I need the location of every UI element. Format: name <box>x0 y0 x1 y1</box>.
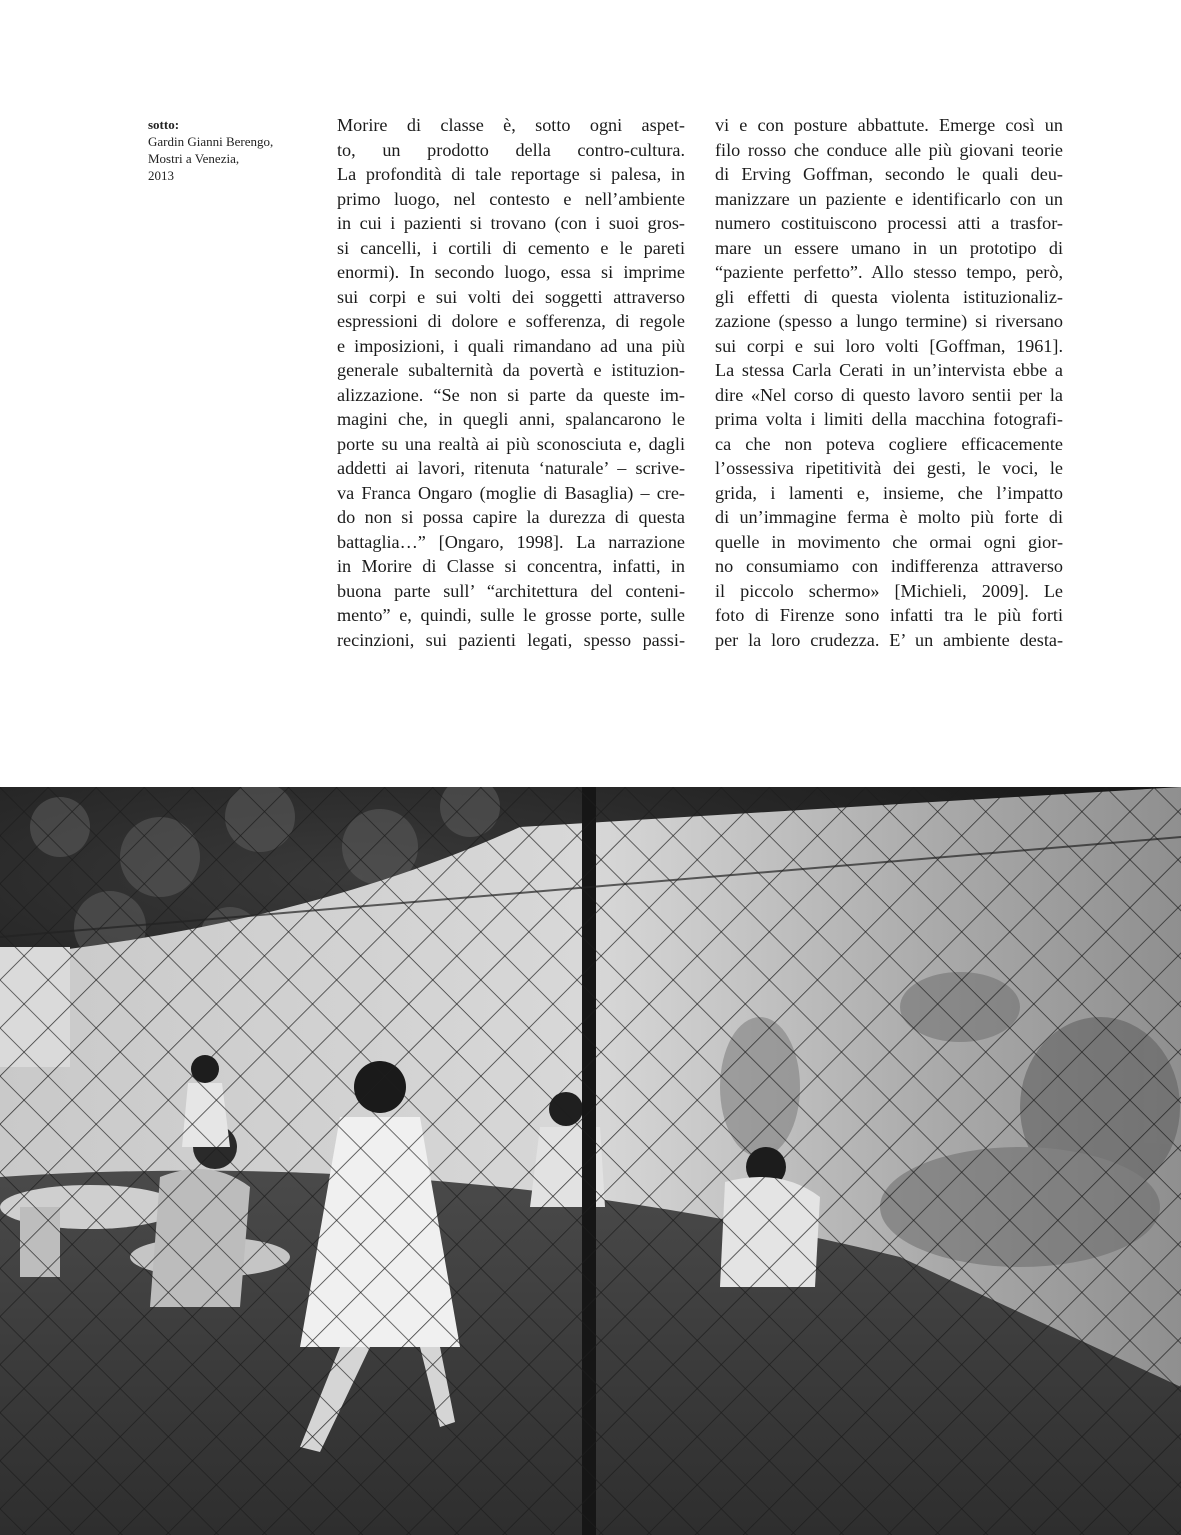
body-text-column-left <box>337 113 685 652</box>
text-line: no consumiamo con indifferenza attraverso <box>715 556 1063 576</box>
text-line: addetti ai lavori, ritenuta ‘naturale’ – scrive- <box>337 458 685 478</box>
body-text-column-right <box>715 113 1063 652</box>
text-line: do non si possa capire la durezza di questa <box>337 507 685 527</box>
text-line: buona parte sull’ “architettura del conteni- <box>337 580 685 601</box>
text-line: sui corpi e sui volti dei soggetti attraverso <box>337 286 685 307</box>
text-line: La stessa Carla Cerati in un’intervista ebbe a <box>715 360 1063 380</box>
text-line: enormi). In secondo luogo, essa si imprime <box>337 262 685 282</box>
text-line: ca che non poteva cogliere efficacemente <box>715 433 1063 454</box>
text-line: di un’immagine ferma è molto più forte di <box>715 507 1063 527</box>
text-line: per la loro crudezza. E’ un ambiente desta- <box>715 629 1063 650</box>
text-line: La profondità di tale reportage si palesa, in <box>337 164 685 184</box>
text-line: zazione (spesso a lungo termine) si riversano <box>715 311 1063 331</box>
text-line: di Erving Goffman, secondo le quali deu- <box>715 164 1063 184</box>
text-line: mare un essere umano in un prototipo di <box>715 237 1063 258</box>
text-line: prima volta i limiti della macchina fotografi- <box>715 409 1063 429</box>
text-line: mento” e, quindi, sulle le grosse porte, sulle <box>337 605 685 625</box>
text-line: grida, i lamenti e, insieme, che l’impatto <box>715 482 1063 503</box>
text-line: generale subalternità da povertà e istituzion- <box>337 360 685 380</box>
courtyard-photograph <box>0 787 1181 1535</box>
text-line: vi e con posture abbattute. Emerge così un <box>715 115 1063 135</box>
caption-line: Gardin Gianni Berengo, <box>148 134 274 149</box>
text-line: alizzazione. “Se non si parte da queste im- <box>337 384 685 405</box>
text-line: l’ossessiva ripetitività dei gesti, le voci, le <box>715 458 1063 478</box>
chain-link-fence <box>0 787 1181 1535</box>
text-line: in cui i pazienti si trovano (con i suoi gros- <box>337 213 685 233</box>
text-line: in Morire di Classe si concentra, infatti, in <box>337 556 685 576</box>
text-line: magini che, in quegli anni, spalancarono le <box>337 409 685 429</box>
text-line: porte su una realtà ai più sconosciuta e, dagli <box>337 433 685 454</box>
text-line: quelle in movimento che ormai ogni gior- <box>715 531 1063 552</box>
text-line: primo luogo, nel contesto e nell’ambiente <box>337 188 685 209</box>
text-line: sui corpi e sui loro volti [Goffman, 1961]. <box>715 335 1063 356</box>
text-line: va Franca Ongaro (moglie di Basaglia) – cre- <box>337 482 685 503</box>
text-line: filo rosso che conduce alle più giovani teorie <box>715 139 1063 160</box>
caption-line: Mostri a Venezia, <box>148 151 240 166</box>
text-line: gli effetti di questa violenta istituzionaliz- <box>715 286 1063 307</box>
caption-line: 2013 <box>148 168 174 183</box>
text-line: to, un prodotto della contro-cultura. <box>337 139 685 160</box>
photograph-illustration <box>0 787 1181 1535</box>
text-line: recinzioni, sui pazienti legati, spesso passi- <box>337 629 685 650</box>
text-line: foto di Firenze sono infatti tra le più forti <box>715 605 1063 625</box>
text-line: battaglia…” [Ongaro, 1998]. La narrazione <box>337 531 685 552</box>
text-line: espressioni di dolore e sofferenza, di regole <box>337 311 685 331</box>
text-line: dire «Nel corso di questo lavoro sentii per la <box>715 384 1063 405</box>
text-line: si cancelli, i cortili di cemento e le pareti <box>337 237 685 258</box>
text-line: il piccolo schermo» [Michieli, 2009]. Le <box>715 580 1063 601</box>
text-line: “paziente perfetto”. Allo stesso tempo, però, <box>715 262 1063 282</box>
text-line: e imposizioni, i quali rimandano ad una più <box>337 335 685 356</box>
caption-label: sotto: <box>148 117 180 132</box>
text-line: numero costituiscono processi atti a trasfor- <box>715 213 1063 233</box>
photo-caption <box>148 116 308 184</box>
text-line: Morire di classe è, sotto ogni aspet- <box>337 115 685 135</box>
text-line: manizzare un paziente e identificarlo con un <box>715 188 1063 209</box>
